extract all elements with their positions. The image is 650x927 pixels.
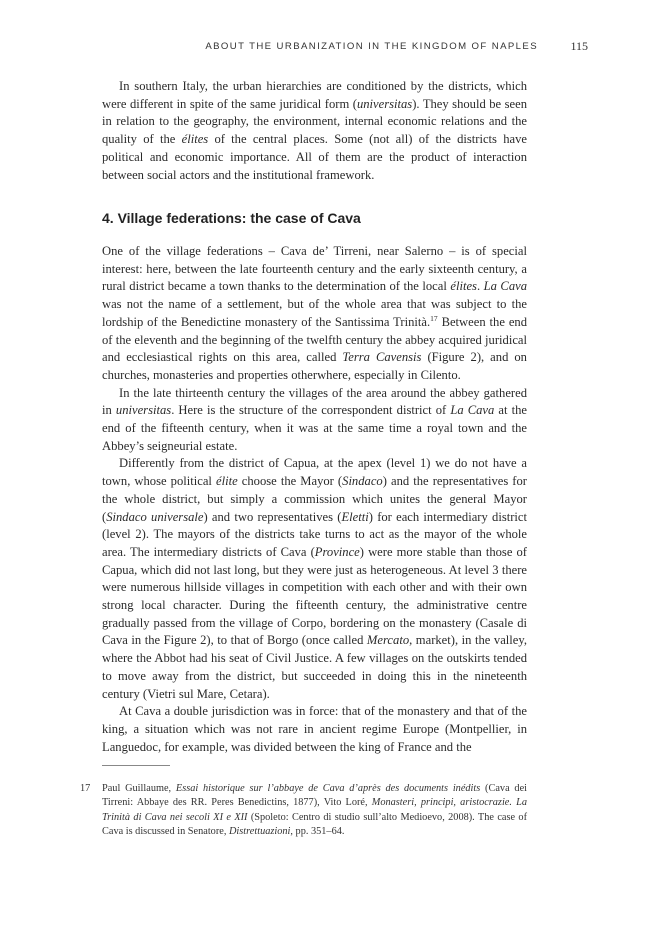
text-block-cava [102,243,527,756]
footnote-text: Paul Guillaume, Essai historique sur l’abbaye de Cava d’après des documents inédits (Cava dei Tirreni: Abbaye des RR. Peres Benedictins, 1877), Vito Loré, Monasteri, principi, aristocrazie. La Trinità di Cava nei secoli XI e XII (Spoleto: Centro di studio sull’alto Medioevo, 2008). The case of Cava is discussed in Senatore, Distrettuazioni, pp. 351–64. [102,783,527,837]
paragraph-capua-comparison: Differently from the district of Capua, at the apex (level 1) we do not have a town, whose political élite choose the Mayor (Sindaco) and the representatives for the whole district, but simply a commission which unites the general Mayor (Sindaco universale) and two representatives (Eletti) for each intermediary district (level 2). The mayors of the districts take turns to act as the mayor of the whole area. The intermediary districts of Cava (Province) were more stable than those of Capua, which did not last long, but they were just as heterogeneous. At level 3 there were numerous hillside villages in competition with each other and with their own strong local character. During the fifteenth century, the administrative centre gradually passed from the village of Corpo, bordering on the monastery (Casale di Cava in the Figure 2), to that of Borgo (once called Mercato, market), in the valley, where the Abbot had his seat of Civil Justice. A few villages on the outskirts tended to move away from the district, but succeeded in doing this in the nineteenth century (Vietri sul Mare, Cetara). [102,456,527,701]
running-header [102,39,588,55]
running-title: ABOUT THE URBANIZATION IN THE KINGDOM OF NAPLES [205,41,538,52]
section-heading: 4. Village federations: the case of Cava [102,210,361,226]
paragraph-thirteenth-century: In the late thirteenth century the villages of the area around the abbey gathered in universitas. Here is the structure of the correspondent district of La Cava at the end of the fifteenth century, when it was at the same time a royal town and the Abbey’s seigneurial estate. [102,385,527,453]
page-number: 115 [570,39,588,53]
paragraph-village-federations: One of the village federations – Cava de’ Tirreni, near Salerno – is of special interest: here, between the late fourteenth century and the early sixteenth century, a rural district became a town thanks to the determination of the local élites. La Cava was not the name of a settlement, but of the whole area that was subject to the lordship of the Benedictine monastery of the Santissima Trinità.$^{17}$ Between the end of the eleventh and the beginning of the twelfth century the abbey acquired juridical and ecclesiastical rights on this area, called Terra Cavensis (Figure 2), and on churches, monasteries and properties otherwhere, especially in Cilento. [102,244,528,382]
paragraph-urban-hierarchies: In southern Italy, the urban hierarchies are conditioned by the districts, which were different in spite of the same juridical form (universitas). They should be seen in relation to the geography, the environment, internal economic relations and the quality of the élites of the central places. Some (not all) of the districts have political and economic importance. All of them are the product of interaction between social actors and the institutional framework. [102,79,528,182]
footnote-reference[interactable]: 17 [430,313,438,323]
text-block-intro [102,78,527,184]
footnote-number: 17 [80,783,91,794]
footnote-divider [102,765,170,766]
paragraph-double-jurisdiction: At Cava a double jurisdiction was in force: that of the monastery and that of the king, a situation which was not rare in ancient regime Europe (Montpellier, in Languedoc, for example, was divided between the king of France and the [102,704,527,754]
